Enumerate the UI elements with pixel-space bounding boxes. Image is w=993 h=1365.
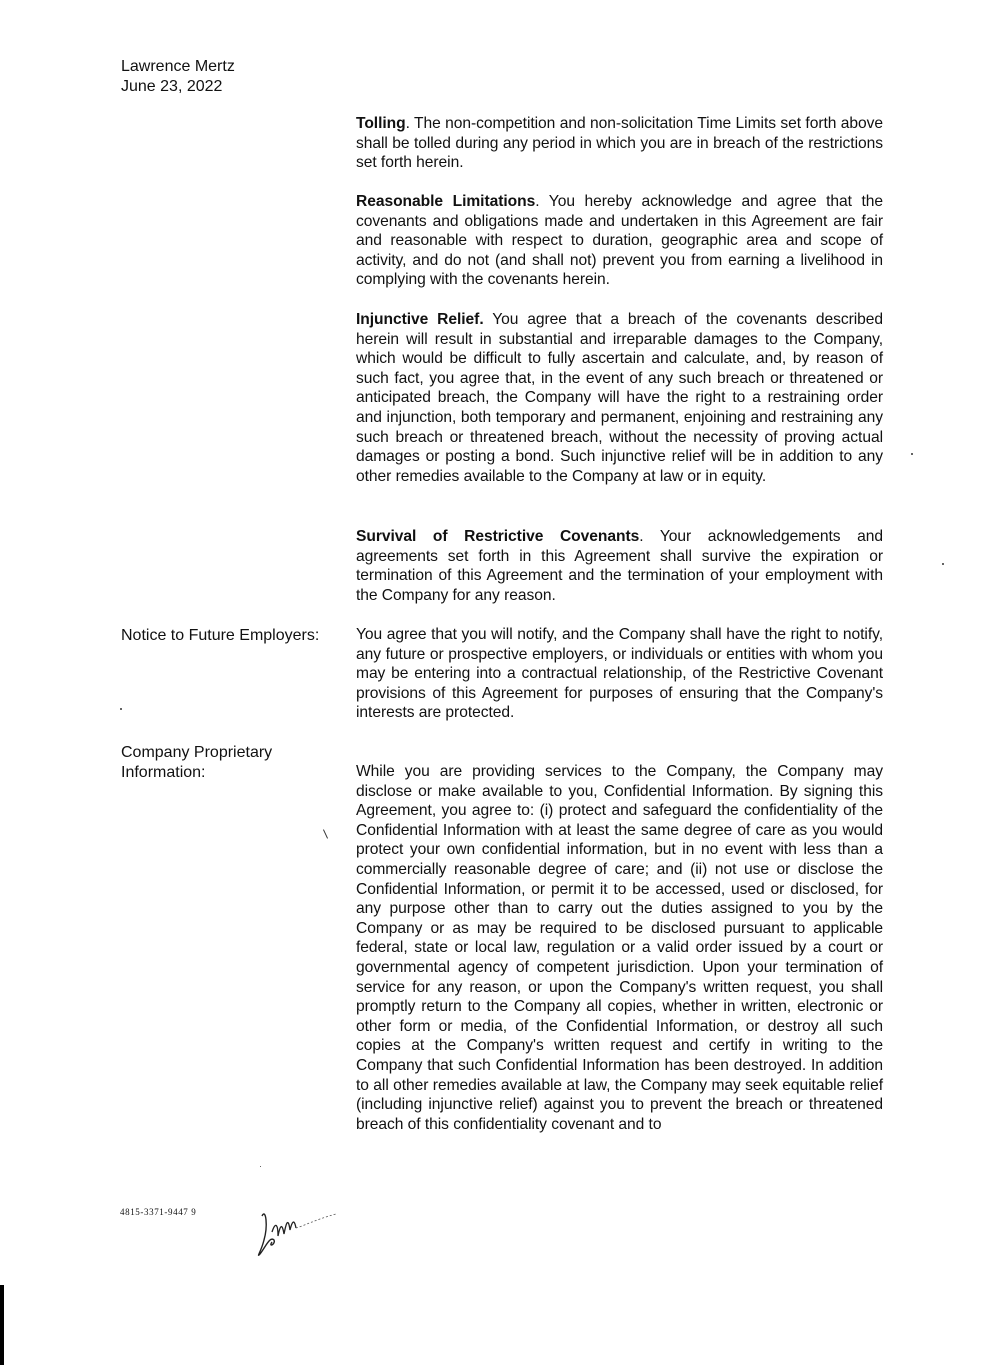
proprietary-label-line1: Company Proprietary	[121, 744, 273, 761]
scan-speck	[911, 453, 913, 455]
scan-speck	[120, 708, 122, 710]
reasonable-limitations-text: . You hereby acknowledge and agree that the covenants and obligations made and undertaken in this Agreement are fair and reasonable with respect to duration, geographic area and scope of activity, and do not (and shall not) prevent you from earning a livelihood in complying with the covenants herein.	[356, 193, 883, 289]
scan-speck	[323, 829, 328, 838]
scan-speck	[260, 1166, 261, 1167]
scan-speck	[942, 563, 944, 565]
recipient-name: Lawrence Mertz	[121, 58, 235, 75]
proprietary-paragraph: While you are providing services to the Company, the Company may disclose or make available to you, Confidential Information. By signing this Agreement, you agree to: (i) protect and safeguard the confidentiality of the Confidential Information with at least the same degree of care as you would protect your own confidential information, but in no event with less than a commercially reasonable degree of care; and (ii) not use or disclose the Confidential Information, or permit it to be accessed, used or disclosed, for any purpose other than to carry out the duties assigned to you by the Company or as may be required to be disclosed pursuant to applicable federal, state or local law, regulation or a valid order issued by a court or governmental agency of competent jurisdiction. Upon your termination of service for any reason, or upon the Company's written request, you shall promptly return to the Company all copies, whether in written, electronic or other form or media, of the Confidential Information, or destroy all such copies at the Company's written request and certify in writing to the Company that such Confidential Information has been destroyed. In addition to all other remedies available at law, the Company may seek equitable relief (including injunctive relief) against you to prevent the breach or threatened breach of this confidentiality covenant and to	[356, 763, 883, 1133]
injunctive-relief-paragraph	[356, 310, 883, 486]
proprietary-label	[121, 743, 272, 783]
survival-text: . Your acknowledgements and agreements set forth in this Agreement shall survive the expiration or termination of this Agreement and the termination of your employment with the Company for any reason.	[356, 528, 883, 604]
scan-edge-mark	[0, 1285, 4, 1365]
letter-header	[121, 57, 235, 97]
notice-label: Notice to Future Employers:	[121, 627, 320, 644]
survival-paragraph	[356, 527, 883, 605]
injunctive-relief-text: You agree that a breach of the covenants described herein will result in substantial and irreparable damages to the Company, which would be difficult to fully ascertain and calculate, and, by reason of such fact, you agree that, in the event of any such breach or threatened or anticipated breach, the Company will have the right to a restraining order and injunction, both temporary and permanent, enjoining and restraining any such breach or threatened breach, without the necessity of proving actual damages or posting a bond. Such injunctive relief will be in addition to any other remedies available to the Company at law or in equity.	[356, 311, 883, 485]
reasonable-limitations-paragraph	[356, 192, 883, 290]
reasonable-limitations-heading: Reasonable Limitations	[356, 193, 536, 210]
signature-image	[254, 1196, 344, 1266]
injunctive-relief-heading: Injunctive Relief.	[356, 311, 484, 328]
survival-heading: Survival of Restrictive Covenants	[356, 528, 640, 545]
letter-date: June 23, 2022	[121, 78, 223, 95]
document-id: 4815-3371-9447 9	[120, 1207, 197, 1217]
tolling-heading: Tolling	[356, 115, 406, 132]
tolling-paragraph	[356, 114, 883, 173]
tolling-text: . The non-competition and non-solicitation Time Limits set forth above shall be tolled during any period in which you are in breach of the restrictions set forth herein.	[356, 115, 883, 172]
proprietary-label-line2: Information:	[121, 764, 206, 781]
notice-paragraph: You agree that you will notify, and the Company shall have the right to notify, any future or prospective employers, or individuals or entities with whom you may be entering into a contractual relationship, of the Restrictive Covenant provisions of this Agreement for purposes of ensuring that the Company's interests are protected.	[356, 626, 883, 722]
signature-initials	[254, 1196, 344, 1271]
